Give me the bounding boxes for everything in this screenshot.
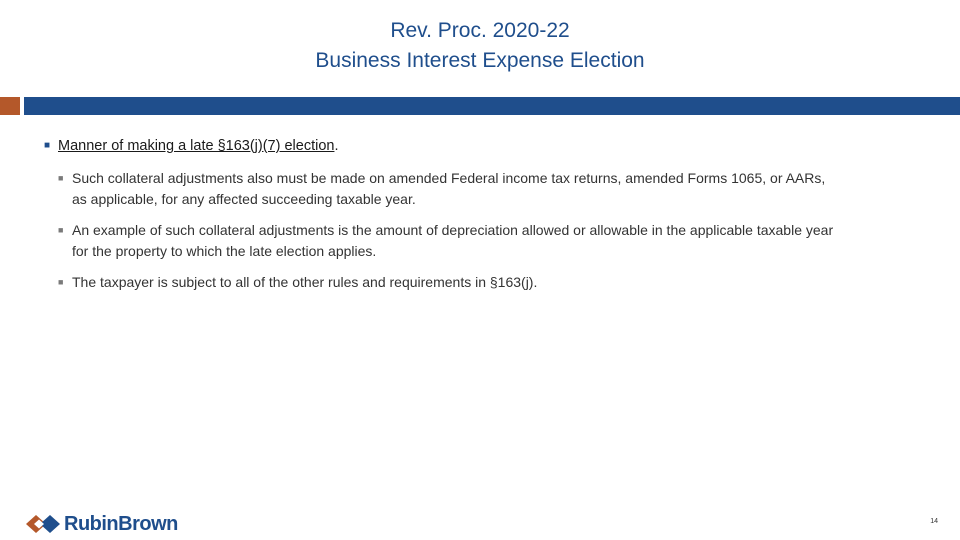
chevron-diamond-logo-icon	[26, 514, 60, 534]
header-divider-bar	[24, 97, 960, 115]
main-bullet-text: Manner of making a late §163(j)(7) election	[58, 138, 335, 154]
slide-body	[44, 136, 834, 303]
page-number: 14	[930, 518, 938, 525]
square-bullet-icon: ■	[58, 225, 64, 235]
sub-bullet-list	[44, 168, 834, 293]
rubinbrown-logo	[26, 510, 178, 538]
sub-bullet	[58, 220, 834, 262]
header-accent-block	[0, 97, 20, 115]
title-line-2: Business Interest Expense Election	[315, 49, 645, 72]
logo-wordmark: RubinBrown	[64, 513, 178, 535]
sub-bullet-text: An example of such collateral adjustments is the amount of depreciation allowed or allowable in the applicable taxable year for the property to which the late election applies.	[72, 222, 834, 259]
sub-bullet	[58, 272, 834, 293]
sub-bullet	[58, 168, 834, 210]
main-bullet-period: .	[334, 138, 339, 154]
main-bullet	[44, 136, 834, 156]
square-bullet-icon: ■	[44, 140, 51, 151]
sub-bullet-text: The taxpayer is subject to all of the other rules and requirements in §163(j).	[72, 274, 538, 290]
slide-title	[0, 16, 960, 76]
sub-bullet-text: Such collateral adjustments also must be made on amended Federal income tax returns, amended Forms 1065, or AARs, as applicable, for any affected succeeding taxable year.	[72, 170, 826, 207]
title-line-1: Rev. Proc. 2020-22	[390, 19, 570, 42]
square-bullet-icon: ■	[58, 173, 64, 183]
square-bullet-icon: ■	[58, 277, 64, 287]
